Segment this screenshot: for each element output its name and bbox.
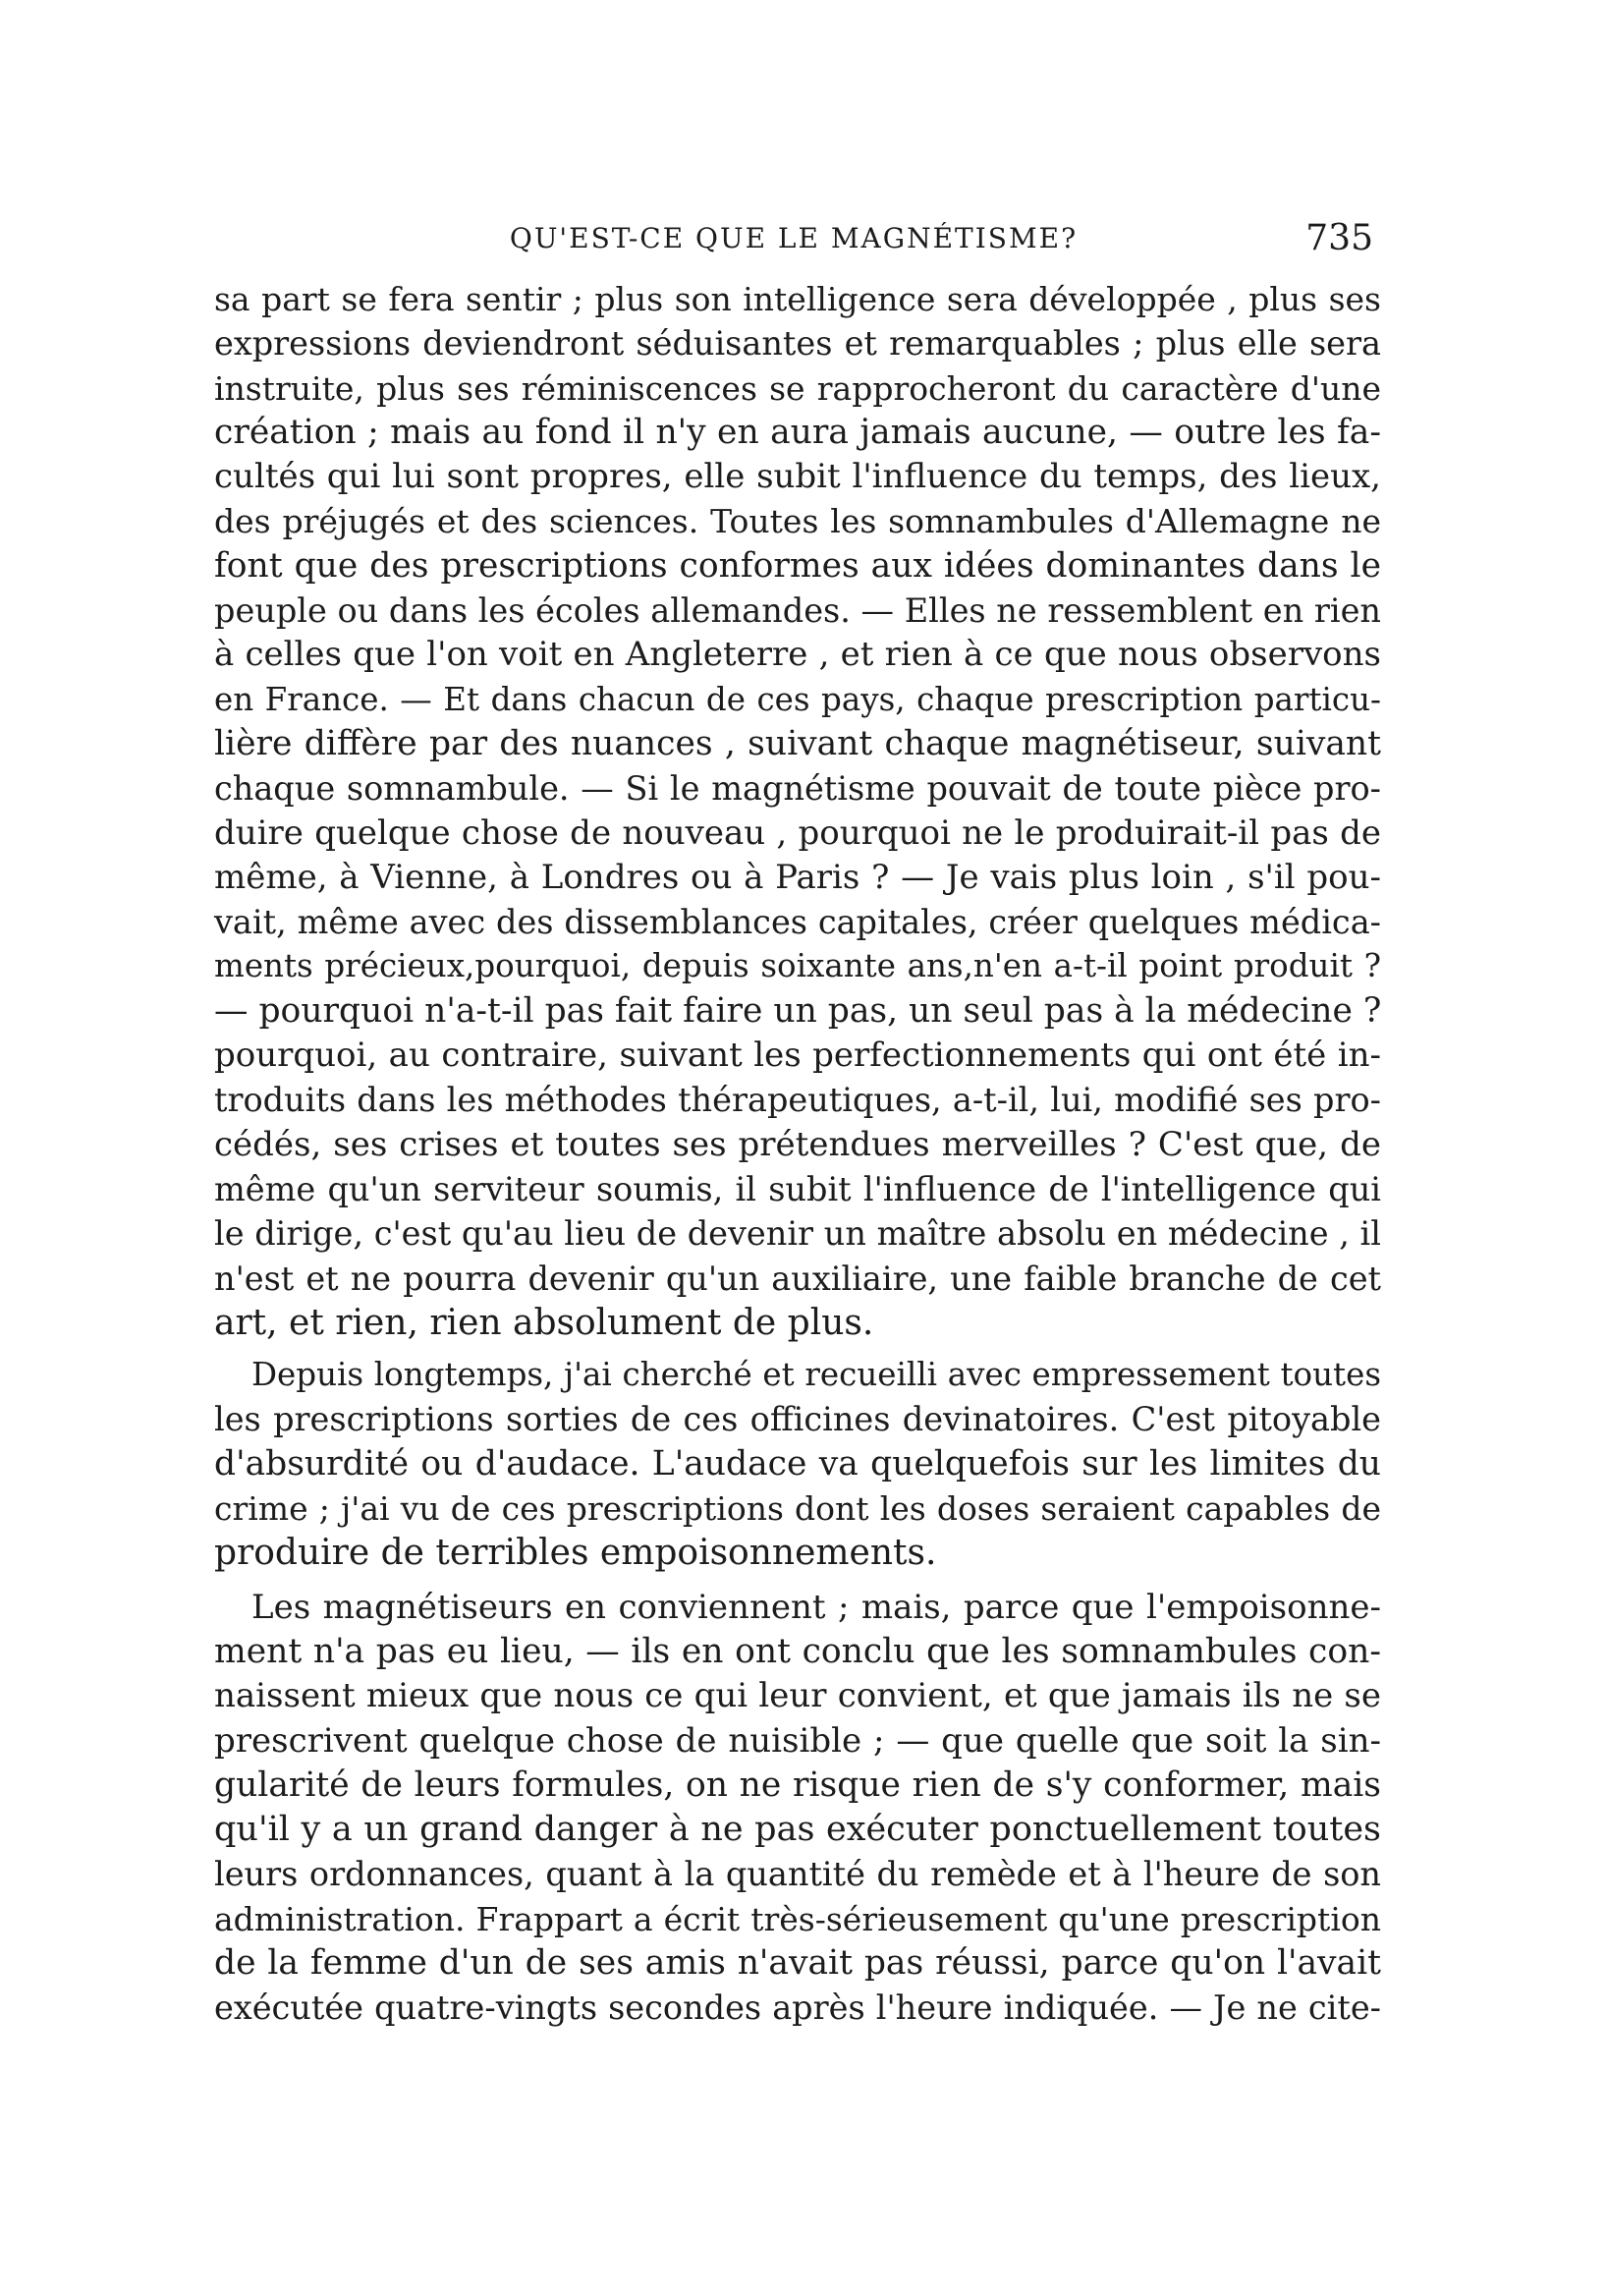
page-number: 735 bbox=[1305, 218, 1373, 258]
text-line: peuple ou dans les écoles allemandes. — Elles ne ressemblent en rien bbox=[214, 591, 1381, 631]
text-line: lière diffère par des nuances , suivant chaque magnétiseur, suivant bbox=[214, 723, 1381, 763]
text-line: de la femme d'un de ses amis n'avait pas réussi, parce qu'on l'avait bbox=[214, 1942, 1381, 1983]
text-line: expressions deviendront séduisantes et remarquables ; plus elle sera bbox=[214, 324, 1381, 364]
text-line: troduits dans les méthodes thérapeutiques, a-t-il, lui, modifié ses pro- bbox=[214, 1081, 1381, 1120]
paragraph-2 bbox=[214, 1353, 1381, 1575]
text-line: qu'il y a un grand danger à ne pas exécuter ponctuellement toutes bbox=[214, 1810, 1381, 1850]
running-head bbox=[214, 218, 1373, 267]
text-line: sa part se fera sentir ; plus son intelligence sera développée , plus ses bbox=[214, 280, 1381, 318]
text-line: à celles que l'on voit en Angleterre , et rien à ce que nous observons bbox=[214, 635, 1381, 675]
text-line: vait, même avec des dissemblances capitales, créer quelques médica- bbox=[214, 903, 1381, 942]
text-line: duire quelque chose de nouveau , pourquoi ne le produirait-il pas de bbox=[214, 812, 1381, 853]
text-line: prescrivent quelque chose de nuisible ; — que quelle que soit la sin- bbox=[214, 1720, 1381, 1761]
text-line: Depuis longtemps, j'ai cherché et recueilli avec empressement toutes bbox=[251, 1356, 1381, 1394]
text-line: ment n'a pas eu lieu, — ils en ont conclu que les somnambules con- bbox=[214, 1631, 1381, 1671]
paragraph-3 bbox=[214, 1586, 1381, 2031]
body-text bbox=[214, 277, 1381, 2031]
text-line: création ; mais au fond il n'y en aura jamais aucune, — outre les fa- bbox=[214, 412, 1381, 452]
text-line: Les magnétiseurs en conviennent ; mais, parce que l'empoisonne- bbox=[251, 1587, 1381, 1627]
text-line: cédés, ses crises et toutes ses prétendues merveilles ? C'est que, de bbox=[214, 1124, 1381, 1164]
text-line: chaque somnambule. — Si le magnétisme pouvait de toute pièce pro- bbox=[214, 769, 1381, 809]
text-line: — pourquoi n'a-t-il pas fait faire un pas, un seul pas à la médecine ? bbox=[214, 990, 1382, 1031]
text-line: administration. Frappart a écrit très-sérieusement qu'une prescription bbox=[214, 1899, 1381, 1938]
text-line: pourquoi, au contraire, suivant les perfectionnements qui ont été in- bbox=[214, 1036, 1381, 1076]
text-line: même qu'un serviteur soumis, il subit l'influence de l'intelligence qui bbox=[214, 1169, 1381, 1208]
text-line: même, à Vienne, à Londres ou à Paris ? — Je vais plus loin , s'il pou- bbox=[214, 857, 1381, 897]
paragraph-1 bbox=[214, 277, 1381, 1345]
text-line: naissent mieux que nous ce qui leur convient, et que jamais ils ne se bbox=[214, 1676, 1381, 1716]
text-line: crime ; j'ai vu de ces prescriptions dont les doses seraient capables de bbox=[214, 1489, 1381, 1529]
text-line: n'est et ne pourra devenir qu'un auxiliaire, une faible branche de cet bbox=[214, 1259, 1381, 1298]
text-line: en France. — Et dans chacun de ces pays, chaque prescription particu- bbox=[214, 680, 1381, 718]
text-line: ments précieux,pourquoi, depuis soixante ans,n'en a-t-il point produit ? bbox=[214, 947, 1381, 985]
text-line: art, et rien, rien absolument de plus. bbox=[214, 1302, 874, 1343]
text-line: instruite, plus ses réminiscences se rapprocheront du caractère d'une bbox=[214, 368, 1381, 408]
text-line: produire de terribles empoisonnements. bbox=[214, 1533, 937, 1574]
text-line: gularité de leurs formules, on ne risque rien de s'y conformer, mais bbox=[214, 1764, 1381, 1805]
text-line: exécutée quatre-vingts secondes après l'heure indiquée. — Je ne cite- bbox=[214, 1988, 1381, 2028]
text-line: les prescriptions sorties de ces officines devinatoires. C'est pitoyable bbox=[214, 1400, 1381, 1439]
text-line: des préjugés et des sciences. Toutes les somnambules d'Allemagne ne bbox=[214, 502, 1381, 541]
running-head-title: QU'EST-CE QUE LE MAGNÉTISME? bbox=[509, 222, 1079, 254]
text-line: font que des prescriptions conformes aux idées dominantes dans le bbox=[214, 545, 1381, 586]
text-line: le dirige, c'est qu'au lieu de devenir un maître absolu en médecine , il bbox=[214, 1214, 1381, 1254]
text-line: leurs ordonnances, quant à la quantité du remède et à l'heure de son bbox=[214, 1855, 1381, 1894]
text-line: cultés qui lui sont propres, elle subit l'influence du temps, des lieux, bbox=[214, 457, 1381, 497]
text-line: d'absurdité ou d'audace. L'audace va quelquefois sur les limites du bbox=[214, 1443, 1381, 1484]
